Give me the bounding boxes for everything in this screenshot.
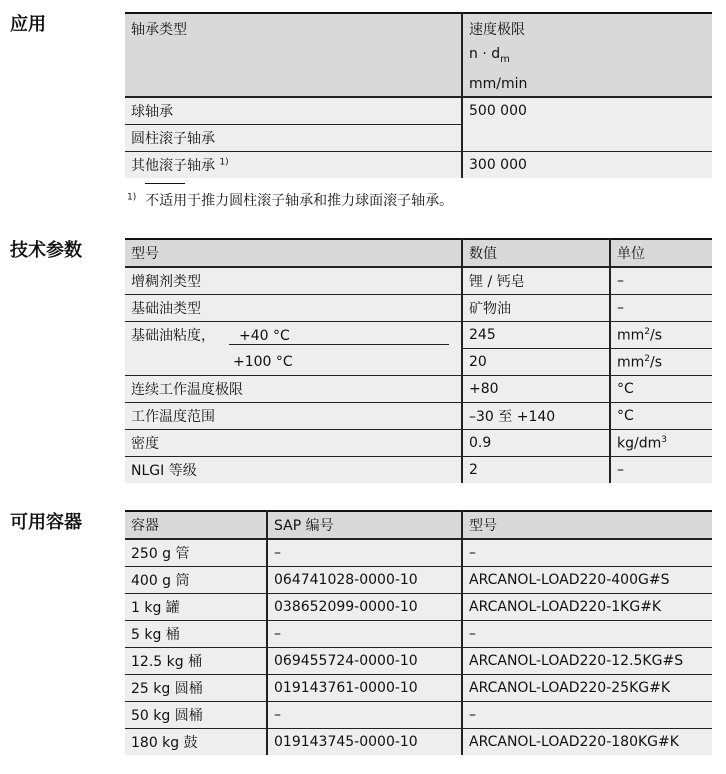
container-cell: 250 g 管 [125,539,267,567]
model-cell: ARCANOL-LOAD220-12.5KG#S [462,648,712,675]
container-cell: 50 kg 圆桶 [125,702,267,729]
model-cell: – [462,621,712,648]
table-row [125,648,712,675]
table-row [125,675,712,702]
table-row [125,539,712,567]
sap-number-cell: 069455724-0000-10 [267,648,462,675]
table-row: 工作温度范围 –30 至 +140 °C [125,403,712,430]
model-cell: ARCANOL-LOAD220-180KG#K [462,729,712,756]
container-cell: 400 g 筒 [125,567,267,594]
table-row [125,594,712,621]
table-row: 基础油粘度， +40 °C 245 $mm^2/s$ [125,322,712,349]
table-row: NLGI 等级 2 – [125,457,712,484]
table-row: +100 °C 20 $mm^2/s$ [125,349,712,376]
container-cell: 180 kg 鼓 [125,729,267,756]
table-row [125,567,712,594]
header-bearing-type: 轴承类型 [125,13,462,97]
table-row: 球轴承 500 000 [125,97,712,125]
sap-number-cell: – [267,621,462,648]
model-cell: ARCANOL-LOAD220-1KG#K [462,594,712,621]
footnote-divider [145,183,185,184]
section-heading-application: 应用 [10,14,46,35]
model-cell: ARCANOL-LOAD220-400G#S [462,567,712,594]
container-cell: 5 kg 桶 [125,621,267,648]
section-heading-containers: 可用容器 [10,512,82,533]
table-row: 其他滚子轴承 $^{1)}$ 300 000 [125,151,712,178]
container-cell: 12.5 kg 桶 [125,648,267,675]
technical-table: 型号 数值 单位 增稠剂类型 锂 / 钙皂 – 基础油类型 矿物油 – 基础油粘度， +40 °C 245 $mm^2/s$ +100 °C 20 $mm^2/s$ 连续工作温度极限 +80 °C 工作温度范围 –30 至 +140 °C 密度 0.9 $kg/dm^3$ NLGI 等级 2 – [125,238,712,483]
header-speed-limit: 速度极限 $n \cdot d_m$ mm/min [462,13,712,97]
model-cell: ARCANOL-LOAD220-25KG#K [462,675,712,702]
application-table [125,12,712,178]
table-row: 增稠剂类型 锂 / 钙皂 – [125,267,712,295]
section-heading-technical: 技术参数 [10,240,82,261]
table-row [125,729,712,756]
sap-number-cell: – [267,702,462,729]
sap-number-cell: – [267,539,462,567]
model-cell: – [462,539,712,567]
containers-table: 容器 SAP 编号 型号 250 g 管 – – 400 g 筒 064741028-0000-10 ARCANOL-LOAD220-400G#S 1 kg 罐 038652099-0000-10 ARCANOL-LOAD220-1KG#K 5 kg 桶 – – 12.5 kg 桶 069455724-0000-10 ARCANOL-LOAD220-12.5KG#S 25 kg 圆桶 019143761-0000-10 ARCANOL-LOAD220-25KG#K 50 kg 圆桶 – – 180 kg 鼓 019143745-0000-10 ARCANOL-LOAD220-180KG#K [125,510,712,755]
sap-number-cell: 019143761-0000-10 [267,675,462,702]
sap-number-cell: 019143745-0000-10 [267,729,462,756]
container-cell: 25 kg 圆桶 [125,675,267,702]
table-row: 密度 0.9 $kg/dm^3$ [125,430,712,457]
footnote: $^{1)}$ 不适用于推力圆柱滚子轴承和推力球面滚子轴承。 [127,192,454,209]
table-row [125,702,712,729]
table-row: 基础油类型 矿物油 – [125,295,712,322]
container-cell: 1 kg 罐 [125,594,267,621]
table-row: 连续工作温度极限 +80 °C [125,376,712,403]
model-cell: – [462,702,712,729]
table-row: 圆柱滚子轴承 [125,124,712,151]
sap-number-cell: 064741028-0000-10 [267,567,462,594]
table-row [125,621,712,648]
sap-number-cell: 038652099-0000-10 [267,594,462,621]
